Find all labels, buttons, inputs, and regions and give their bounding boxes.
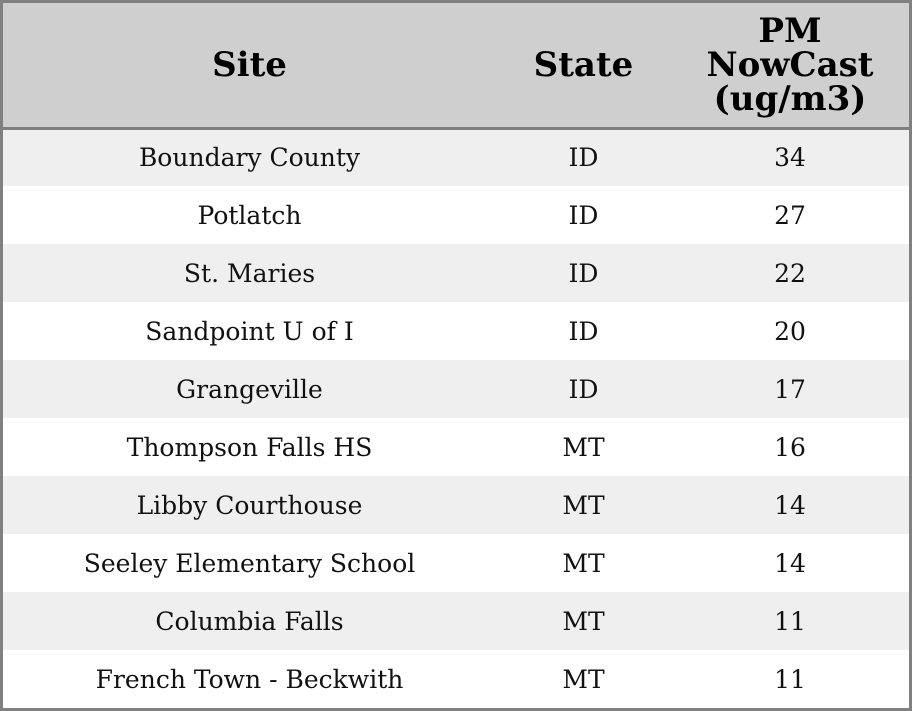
header-text-state: State [533,44,634,85]
table-row [3,592,909,650]
table-row [3,650,909,708]
cell-site: Libby Courthouse [136,490,363,520]
cell-site: Thompson Falls HS [126,432,373,462]
cell-pm: 17 [774,374,806,404]
cell-state: ID [568,374,599,404]
column-header-state [496,3,671,128]
header-text-pm-line2: NowCast [706,44,874,85]
cell-site: Grangeville [176,374,323,404]
cell-pm: 11 [774,664,806,694]
cell-state: ID [568,316,599,346]
cell-state: MT [562,490,605,520]
table-row [3,418,909,476]
cell-site: Seeley Elementary School [83,548,416,578]
cell-pm: 22 [774,258,806,288]
cell-pm: 34 [774,143,806,173]
cell-state: MT [562,548,605,578]
table-header [3,3,909,128]
table-body [3,128,909,708]
header-text-pm-line1: PM [758,10,822,51]
cell-pm: 16 [774,432,806,462]
table-row [3,534,909,592]
cell-site: French Town - Beckwith [95,664,404,694]
header-text-pm-line3: (ug/m3) [713,78,867,119]
table-row [3,244,909,302]
cell-site: Sandpoint U of I [145,316,354,346]
cell-pm: 14 [774,548,806,578]
table-row [3,476,909,534]
header-text-site: Site [212,44,287,85]
header-row [3,3,909,128]
cell-pm: 20 [774,316,806,346]
table-row [3,360,909,418]
cell-site: Columbia Falls [155,606,344,636]
cell-site: Potlatch [197,200,302,230]
table-row [3,302,909,360]
column-header-site [3,3,496,128]
cell-site: St. Maries [183,258,316,288]
cell-state: MT [562,432,605,462]
cell-state: ID [568,258,599,288]
cell-pm: 14 [774,490,806,520]
cell-state: MT [562,606,605,636]
column-header-pm-nowcast [671,3,909,128]
table-row [3,186,909,244]
cell-pm: 11 [774,606,806,636]
data-table [3,3,909,708]
table-row [3,128,909,186]
cell-state: ID [568,143,599,173]
cell-state: MT [562,664,605,694]
cell-site: Boundary County [138,143,361,173]
cell-pm: 27 [774,200,806,230]
cell-state: ID [568,200,599,230]
